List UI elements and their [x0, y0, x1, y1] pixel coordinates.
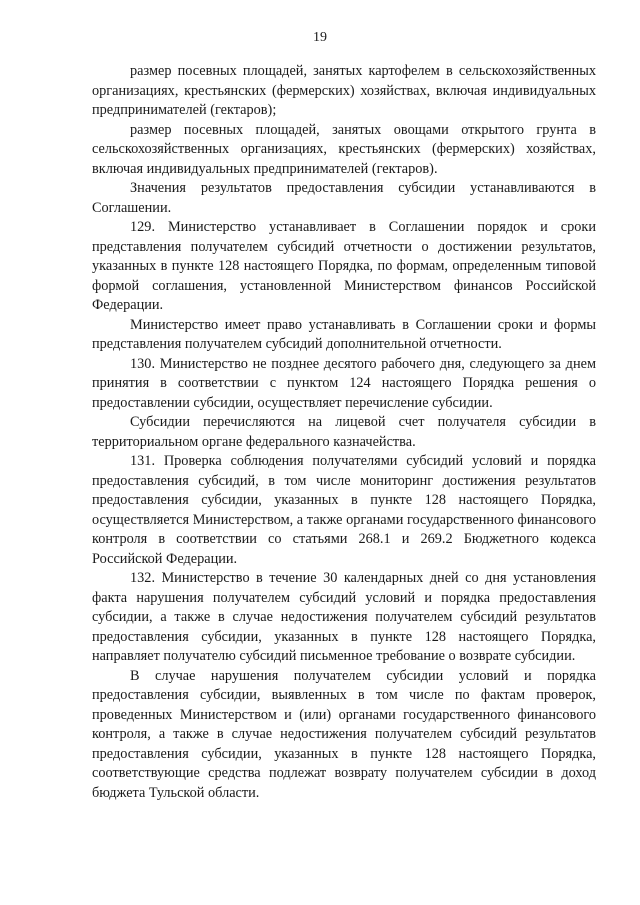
paragraph-transfer-account: Субсидии перечисляются на лицевой счет получателя субсидии в территориальном органе федерального казначейства.: [92, 414, 596, 450]
paragraph-subsidy-return: В случае нарушения получателем субсидии условий и порядка предоставления субсидии, выявленных в том числе по фактам проверок, проведенных Министерством и (или) органами государственного финансового контроля, а также в случае недостижения получателем субсидий результатов предоставления субсидии, указанных в пункте 128 настоящего Порядка, соответствующие средства подлежат возврату получателем субсидии в доход бюджета Тульской области.: [92, 667, 596, 801]
paragraph-result-values: Значения результатов предоставления субсидии устанавливаются в Соглашении.: [92, 180, 596, 216]
paragraph-vegetable-area: размер посевных площадей, занятых овощами открытого грунта в сельскохозяйственных организациях, крестьянских (фермерских) хозяйствах, включая индивидуальных предпринимателей (гектаров).: [92, 121, 596, 177]
paragraph-clause-132: 132. Министерство в течение 30 календарных дней со дня установления факта нарушения получателем субсидий условий и порядка предоставления субсидии, а также в случае недостижения получателем субсидий результатов предоставления субсидии, указанных в пункте 128 настоящего Порядка, направляет получателю субсидий письменное требование о возврате субсидии.: [92, 570, 596, 664]
paragraph-additional-reporting: Министерство имеет право устанавливать в Соглашении сроки и формы представления получателем субсидий дополнительной отчетности.: [92, 316, 596, 352]
paragraph-potato-area: размер посевных площадей, занятых картофелем в сельскохозяйственных организациях, крестьянских (фермерских) хозяйствах, включая индивидуальных предпринимателей (гектаров);: [92, 63, 596, 118]
paragraph-clause-129: 129. Министерство устанавливает в Соглашении порядок и сроки представления получателем субсидий отчетности о достижении результатов, указанных в пункте 128 настоящего Порядка, по формам, определенным типовой формой соглашения, установленной Министерством финансов Российской Федерации.: [92, 219, 596, 313]
paragraph-clause-131: 131. Проверка соблюдения получателями субсидий условий и порядка предоставления субсидий, в том числе мониторинг достижения результатов предоставления субсидии, указанных в пункте 128 настоящего Порядка, осуществляется Министерством, а также органами государственного финансового контроля в соответствии со статьями 268.1 и 269.2 Бюджетного кодекса Российской Федерации.: [92, 453, 596, 567]
page-number: 19: [313, 30, 327, 45]
document-body: [92, 62, 596, 803]
paragraph-clause-130: 130. Министерство не позднее десятого рабочего дня, следующего за днем принятия в соответствии с пунктом 124 настоящего Порядка решения о предоставлении субсидии, осуществляет перечисление субсидии.: [92, 355, 596, 411]
